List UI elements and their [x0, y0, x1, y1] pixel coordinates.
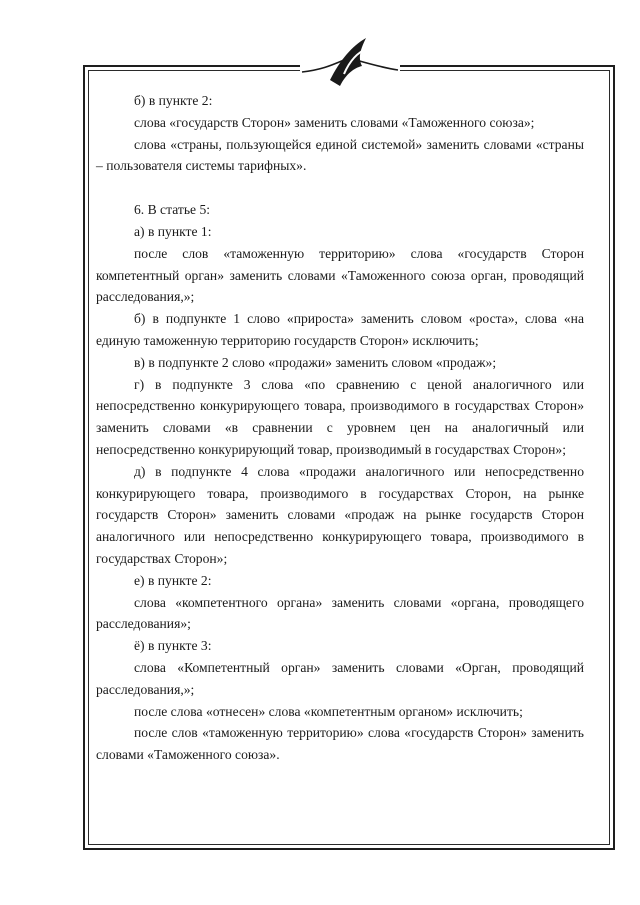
- paragraph: б) в подпункте 1 слово «прироста» заменить словом «роста», слова «на единую таможенную территорию государств Сторон» исключить;: [96, 311, 584, 348]
- paragraph: г) в подпункте 3 слова «по сравнению с ценой аналогичного или непосредственно конкурирующего товара, производимого в государствах Сторон» заменить словами «в сравнении с уровнем цен на аналогичный или непосредственно конкурирующий товар, производимый в государствах Сторон»;: [96, 376, 584, 457]
- paragraph: ё) в пункте 3:: [134, 638, 212, 654]
- document-body: [96, 90, 584, 766]
- paragraph: после слов «таможенную территорию» слова «государств Сторон компетентный орган» заменить словами «Таможенного союза орган, проводящий расследования,»;: [96, 245, 584, 305]
- paragraph: слова «компетентного органа» заменить словами «органа, проводящего расследования»;: [96, 594, 584, 632]
- paragraph: д) в подпункте 4 слова «продажи аналогичного или непосредственно конкурирующего товара, производимого в государствах Сторон, на рынке государств Сторон» заменить словами «продаж на рынке государств Сторон аналогичного или непосредственно конкурирующего товара, производимого в государствах Сторон»;: [96, 463, 584, 566]
- paragraph: после слова «отнесен» слова «компетентным органом» исключить;: [134, 703, 523, 719]
- paragraph: а) в пункте 1:: [134, 223, 212, 239]
- paragraph: слова «государств Сторон» заменить словами «Таможенного союза»;: [134, 114, 535, 130]
- paragraph: б) в пункте 2:: [134, 93, 213, 108]
- emblem-logo: [300, 30, 400, 90]
- paragraph: е) в пункте 2:: [134, 572, 212, 588]
- spacer: [96, 177, 584, 199]
- section-heading: 6. В статье 5:: [134, 202, 211, 218]
- paragraph: слова «страны, пользующейся единой системой» заменить словами «страны – пользователя системы тарифных».: [96, 136, 584, 174]
- paragraph: после слов «таможенную территорию» слова «государств Сторон» заменить словами «Таможенного союза».: [96, 725, 584, 763]
- paragraph: в) в подпункте 2 слово «продажи» заменить словом «продаж»;: [134, 354, 497, 370]
- paragraph: слова «Компетентный орган» заменить словами «Орган, проводящий расследования,»;: [96, 659, 584, 697]
